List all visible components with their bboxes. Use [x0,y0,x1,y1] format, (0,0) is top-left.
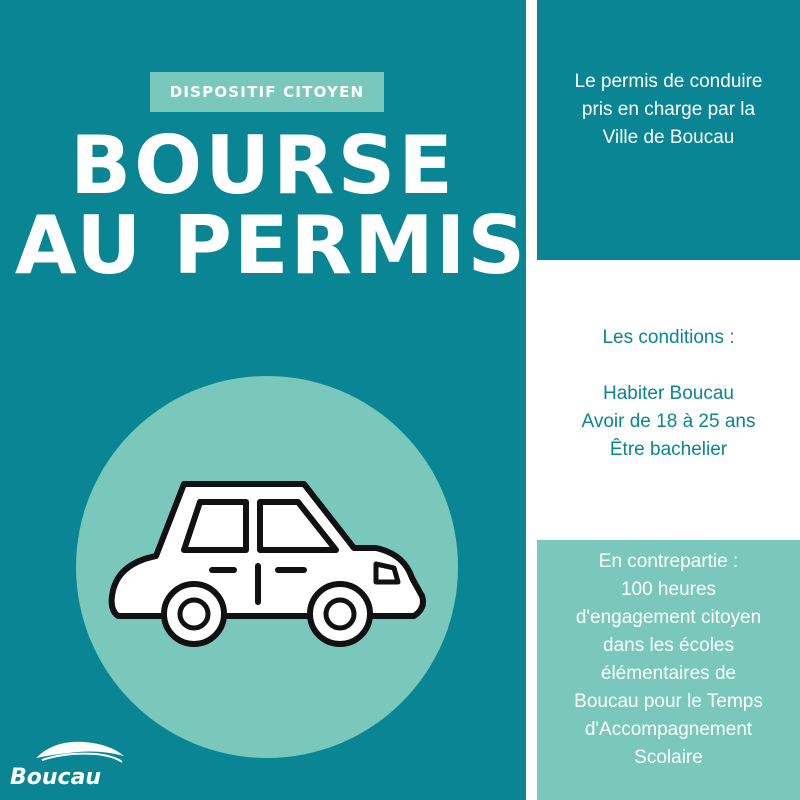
intro-line: pris en charge par la [581,99,756,120]
condition-item: Être bachelier [609,439,728,460]
conditions-panel [537,260,800,528]
condition-item: Avoir de 18 à 25 ans [581,411,756,432]
intro-line: Le permis de conduire [574,71,763,92]
counterpart-line: Boucau pour le Temps [574,691,763,712]
intro-line: Ville de Boucau [602,127,735,148]
counterpart-line: dans les écoles [603,635,734,656]
counterpart-line: d'engagement citoyen [575,607,762,628]
title-line-2: AU PERMIS [14,199,528,292]
car-icon [108,478,428,648]
title-line-1: BOURSE [70,119,456,212]
counterpart-line: Scolaire [634,747,703,768]
conditions-heading: Les conditions : [602,327,735,348]
counterpart-line: d'Accompagnement [584,719,753,740]
condition-item: Habiter Boucau [603,383,734,404]
counterpart-line: élémentaires de [600,663,737,684]
counterpart-panel [537,540,800,800]
intro-panel [537,0,800,260]
logo-text: Boucau [10,765,102,790]
boucau-logo [6,734,136,792]
spacer [537,352,800,380]
counterpart-line: En contrepartie : [598,551,739,572]
counterpart-line: 100 heures [620,579,717,600]
dispositif-tag: DISPOSITIF CITOYEN [150,72,384,112]
